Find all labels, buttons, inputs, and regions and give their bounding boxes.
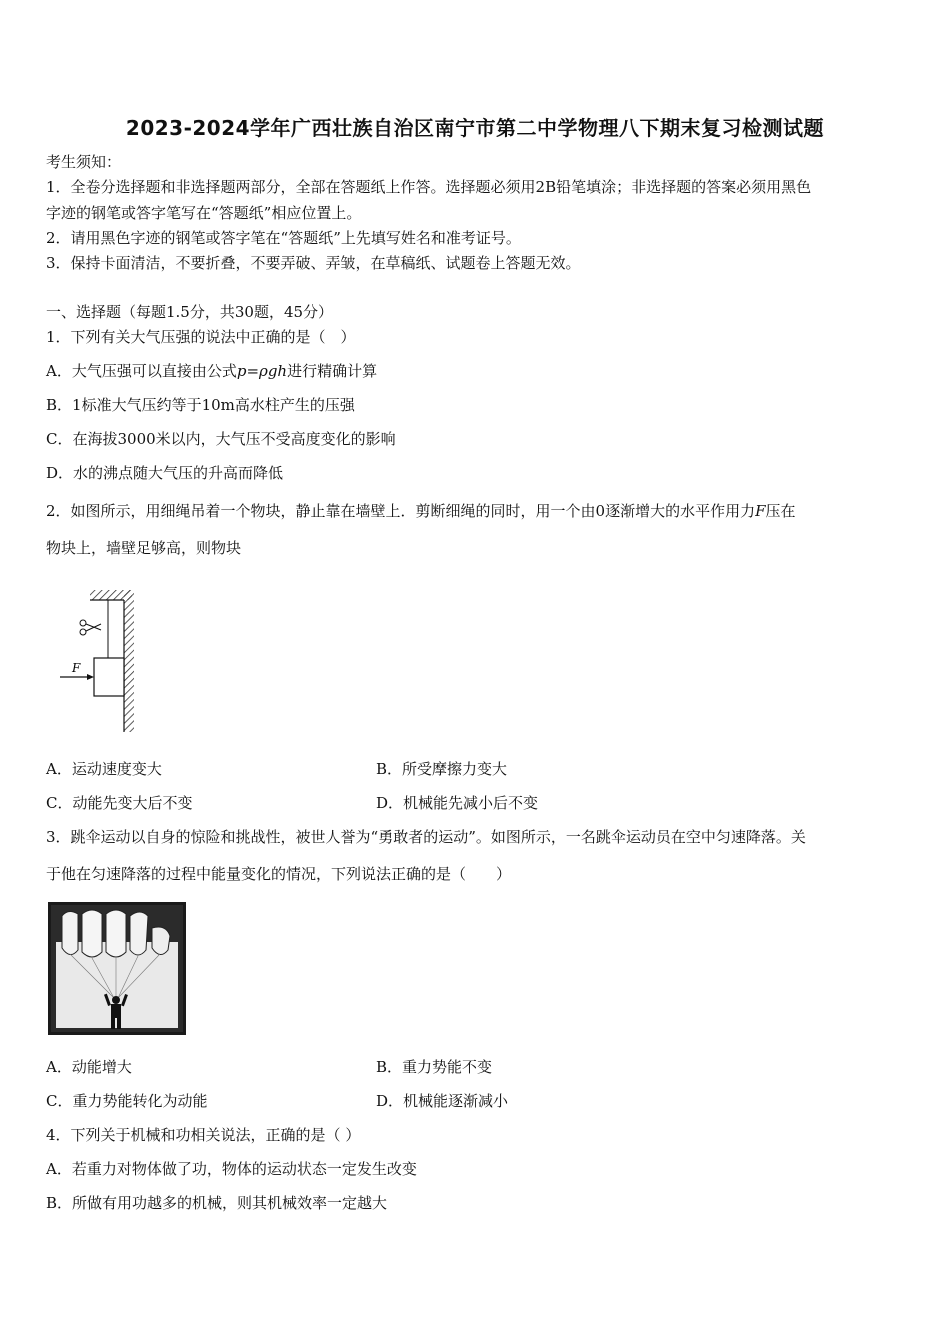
q2-option-b: B．所受摩擦力变大 <box>376 760 508 778</box>
notice-item-2: 2．请用黑色字迹的钢笔或答字笔在“答题纸”上先填写姓名和准考证号。 <box>46 229 521 247</box>
q1-formula: p=ρgh <box>236 362 288 380</box>
q4-stem: 4．下列关于机械和功相关说法，正确的是（ ） <box>46 1126 361 1144</box>
section-heading: 一、选择题（每题1.5分，共30题，45分） <box>46 303 334 321</box>
notice-item-3: 3．保持卡面清洁，不要折叠，不要弄破、弄皱，在草稿纸、试题卷上答题无效。 <box>46 254 581 272</box>
q2-figure-wall-block <box>56 586 146 736</box>
q2-stem-a <box>46 501 796 521</box>
notice-item-1b: 字迹的钢笔或答字笔写在“答题纸”相应位置上。 <box>46 204 362 222</box>
q2-option-a: A．运动速度变大 <box>46 760 162 778</box>
q1-option-a <box>46 361 377 381</box>
q2-option-c: C．动能先变大后不变 <box>46 794 193 812</box>
q1-option-c: C．在海拔3000米以内，大气压不受高度变化的影响 <box>46 430 396 448</box>
q3-option-a: A．动能增大 <box>46 1058 132 1076</box>
exam-title: 2023-2024学年广西壮族自治区南宁市第二中学物理八下期末复习检测试题 <box>125 116 825 140</box>
q3-option-d: D．机械能逐渐减小 <box>376 1092 509 1110</box>
q1-stem: 1．下列有关大气压强的说法中正确的是（ ） <box>46 328 356 346</box>
wall-hatch <box>124 590 134 732</box>
q1-option-b: B．1标准大气压约等于10m高水柱产生的压强 <box>46 396 355 414</box>
q2-stem-a-post: 压在 <box>765 502 796 520</box>
q1-option-a-pre: A．大气压强可以直接由公式 <box>46 362 237 380</box>
q3-stem-a: 3．跳伞运动以自身的惊险和挑战性，被世人誉为“勇敢者的运动”。如图所示，一名跳伞运动员在空中匀速降落。关 <box>46 828 806 846</box>
q3-option-b: B．重力势能不变 <box>376 1058 493 1076</box>
q1-option-a-post: 进行精确计算 <box>287 362 378 380</box>
q4-option-a: A．若重力对物体做了功，物体的运动状态一定发生改变 <box>46 1160 417 1178</box>
scissors-icon <box>80 620 101 635</box>
force-label: F <box>72 661 81 675</box>
q3-figure-parachutist <box>48 902 186 1035</box>
q2-stem-a-pre: 2．如图所示，用细绳吊着一个物块，静止靠在墙壁上．剪断细绳的同时，用一个由0逐渐增大的水平作用力 <box>46 502 756 520</box>
q3-option-c: C．重力势能转化为动能 <box>46 1092 208 1110</box>
notice-heading: 考生须知： <box>46 153 122 171</box>
q2-option-d: D．机械能先减小后不变 <box>376 794 539 812</box>
block <box>94 658 124 696</box>
notice-item-1a: 1．全卷分选择题和非选择题两部分，全部在答题纸上作答。选择题必须用2B铅笔填涂；非选择题的答案必须用黑色 <box>46 178 812 196</box>
q2-force-var: F <box>755 502 766 520</box>
q3-stem-b: 于他在匀速降落的过程中能量变化的情况，下列说法正确的是（ ） <box>46 865 512 883</box>
q2-stem-b: 物块上，墙壁足够高，则物块 <box>46 539 242 557</box>
q1-option-d: D．水的沸点随大气压的升高而降低 <box>46 464 284 482</box>
q4-option-b: B．所做有用功越多的机械，则其机械效率一定越大 <box>46 1194 388 1212</box>
